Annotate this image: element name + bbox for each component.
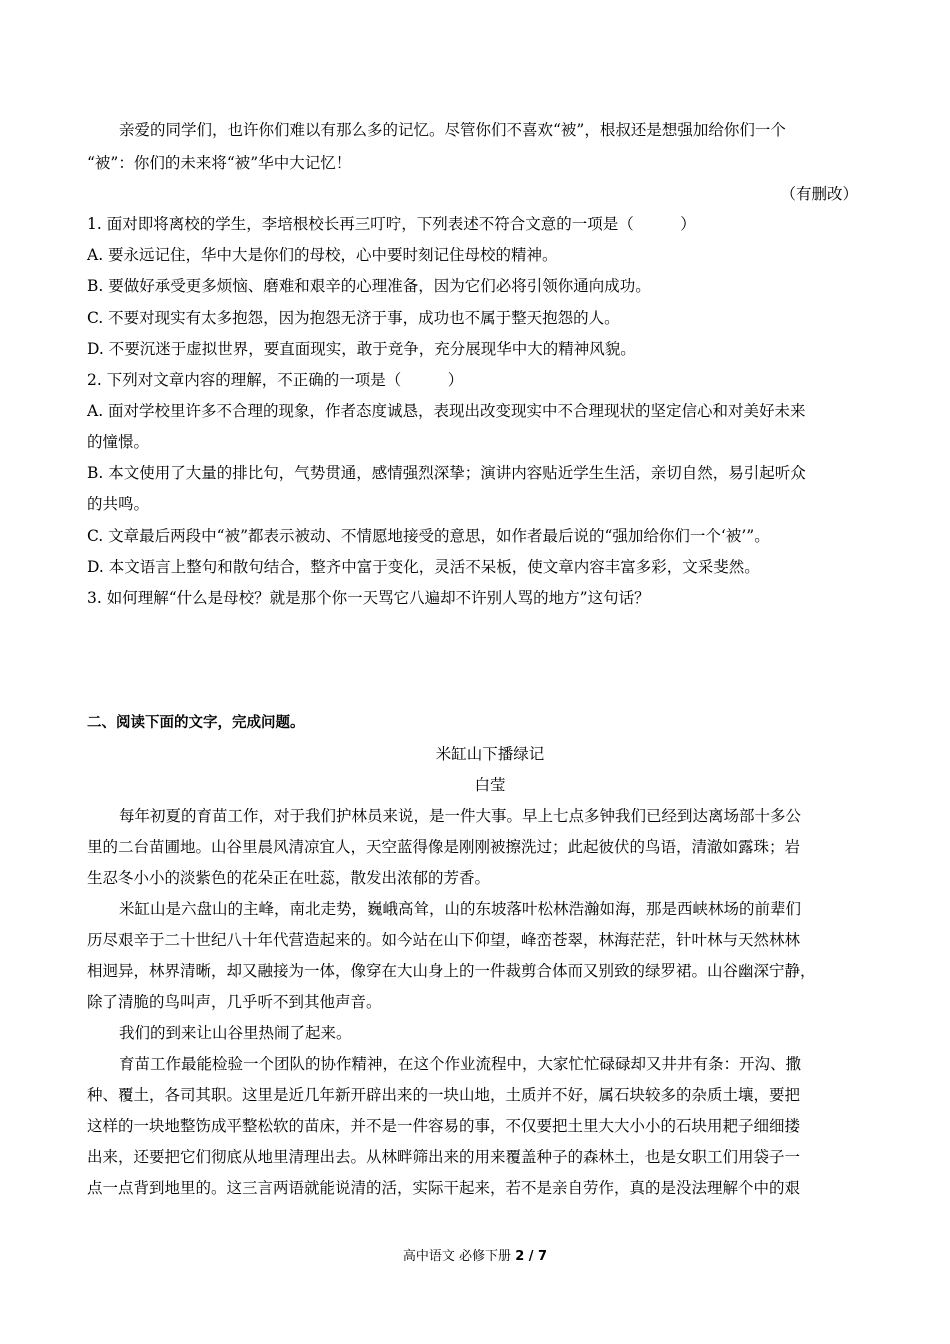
article-paragraph-line: 除了清脆的鸟叫声，几乎听不到其他声音。: [87, 993, 382, 1011]
question-3-stem: 3. 如何理解“什么是母校？就是那个你一天骂它八遍却不许别人骂的地方”这句话？: [87, 589, 650, 607]
question-2-option-a: A. 面对学校里许多不合理的现象，作者态度诚恳，表现出改变现实中不合理现状的坚定信心和对美好未来: [87, 402, 806, 420]
footer-label: 高中语文 必修下册: [402, 1249, 512, 1264]
article-paragraph-line: 生忍冬小小的淡紫色的花朵正在吐蕊，散发出浓郁的芳香。: [87, 869, 491, 887]
question-1-option-c: C. 不要对现实有太多抱怨，因为抱怨无济于事，成功也不属于整天抱怨的人。: [87, 309, 620, 327]
question-1-option-b: B. 要做好承受更多烦恼、磨难和艰辛的心理准备，因为它们必将引领你通向成功。: [87, 277, 651, 295]
article-paragraph-line: 种、覆土，各司其职。这里是近几年新开辟出来的一块山地，土质并不好，属石块较多的杂质土壤，要把: [87, 1086, 801, 1104]
question-1-stem: 1. 面对即将离校的学生，李培根校长再三叮咛，下列表述不符合文意的一项是（ ）: [87, 215, 696, 233]
article-title: 米缸山下播绿记: [435, 745, 545, 763]
article-paragraph-line: 米缸山是六盘山的主峰，南北走势，巍峨高耸，山的东坡落叶松林浩瀚如海，那是西峡林场的前辈们: [119, 900, 802, 918]
article-author: 白莹: [474, 776, 506, 794]
article-paragraph-line: 历尽艰辛于二十世纪八十年代营造起来的。如今站在山下仰望，峰峦苍翠，林海茫茫，针叶林与天然林林: [87, 931, 801, 949]
article-paragraph-line: 这样的一块地整饬成平整松软的苗床，并不是一件容易的事，不仅要把土里大大小小的石块用耙子细细搂: [87, 1117, 801, 1135]
page-footer: [0, 1245, 950, 1264]
passage-paragraph-line: 亲爱的同学们，也许你们难以有那么多的记忆。尽管你们不喜欢“被”，根叔还是想强加给你们一个: [119, 121, 786, 139]
article-paragraph-line: 育苗工作最能检验一个团队的协作精神，在这个作业流程中，大家忙忙碌碌却又井井有条：开沟、撒: [119, 1055, 802, 1073]
article-paragraph-line: 每年初夏的育苗工作，对于我们护林员来说，是一件大事。早上七点多钟我们已经到达离场部十多公: [119, 807, 802, 825]
source-note: （有删改）: [780, 185, 858, 203]
article-paragraph-line: 点一点背到地里的。这三言两语就能说清的活，实际干起来，若不是亲自劳作，真的是没法理解个中的艰: [87, 1179, 801, 1197]
question-2-option-d: D. 本文语言上整句和散句结合，整齐中富于变化，灵活不呆板，使文章内容丰富多彩，文采斐然。: [87, 558, 760, 576]
article-paragraph-line: 我们的到来让山谷里热闹了起来。: [119, 1024, 352, 1042]
article-paragraph-line: 相迥异，林界清晰，却又融接为一体，像穿在大山身上的一件裁剪合体而又别致的绿罗裙。山谷幽深宁静，: [87, 962, 816, 980]
question-2-option-b: B. 本文使用了大量的排比句，气势贯通，感情强烈深挚；演讲内容贴近学生生活，亲切自然，易引起听众: [87, 464, 806, 482]
question-1-option-d: D. 不要沉迷于虚拟世界，要直面现实，敢于竞争，充分展现华中大的精神风貌。: [87, 340, 636, 358]
article-paragraph-line: 里的二台苗圃地。山谷里晨风清凉宜人，天空蓝得像是刚刚被擦洗过；此起彼伏的鸟语，清澈如露珠；岩: [87, 838, 801, 856]
question-2-option-b-cont: 的共鸣。: [87, 495, 150, 513]
page-number: 2 / 7: [515, 1249, 548, 1264]
question-2-option-a-cont: 的憧憬。: [87, 433, 150, 451]
question-2-option-c: C. 文章最后两段中“被”都表示被动、不情愿地接受的意思，如作者最后说的“强加给你们一个‘被’”。: [87, 527, 770, 545]
article-paragraph-line: 出来，还要把它们彻底从地里清理出去。从林畔筛出来的用来覆盖种子的森林土，也是女职工们用袋子一: [87, 1148, 801, 1166]
question-2-stem: 2. 下列对文章内容的理解，不正确的一项是（ ）: [87, 371, 464, 389]
question-1-option-a: A. 要永远记住，华中大是你们的母校，心中要时刻记住母校的精神。: [87, 246, 558, 264]
section-heading: 二、阅读下面的文字，完成问题。: [87, 715, 305, 731]
passage-paragraph-line: “被”：你们的未来将“被”华中大记忆！: [87, 154, 352, 172]
